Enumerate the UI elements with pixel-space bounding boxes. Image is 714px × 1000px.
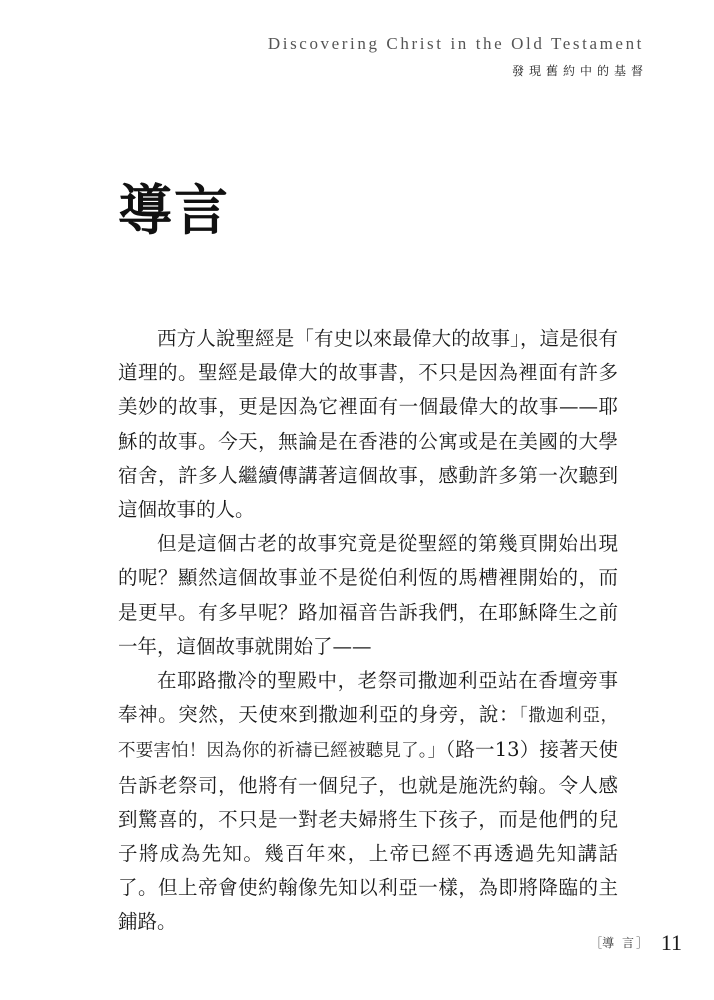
paragraph-1: 西方人說聖經是「有史以來最偉大的故事」，這是很有道理的。聖經是最偉大的故事書，不只是因為裡面有許多美妙的故事，更是因為它裡面有一個最偉大的故事——耶穌的故事。今天，無論是在香港的公寓或是在美國的大學宿舍，許多人繼續傳講著這個故事，感動許多第一次聽到這個故事的人。 <box>118 327 618 522</box>
paragraph-3-lead: 在耶路撒冷的聖殿中，老祭司撒迦利亞站在香壇旁事奉神。突然，天使來到撒迦利亞的身旁，說： <box>118 669 618 727</box>
footer-bracket-close: ］ <box>635 936 648 950</box>
paragraph-3-rest: （路一13）接著天使告訴老祭司，他將有一個兒子，也就是施洗約翰。令人感到驚喜的，不只是一對老夫婦將生下孩子，而是他們的兒子將成為先知。幾百年來，上帝已經不再透過先知講話了。但上帝會使約翰像先知以利亞一樣，為即將降臨的主鋪路。 <box>118 738 618 934</box>
paragraph-2: 但是這個古老的故事究竟是從聖經的第幾頁開始出現的呢？顯然這個故事並不是從伯利恆的馬槽裡開始的，而是更早。有多早呢？路加福音告訴我們，在耶穌降生之前一年，這個故事就開始了—— <box>118 532 618 658</box>
angel-quote: 「撒迦利亞，不要害怕！因為你的祈禱已經被聽見了。」 <box>118 706 618 762</box>
page-number: 11 <box>660 930 682 955</box>
footer-section-name: 導 言 <box>602 936 636 950</box>
footer-bracket-open: ［ <box>590 936 603 950</box>
paragraph-3 <box>118 664 618 940</box>
running-title-english: Discovering Christ in the Old Testament <box>267 34 644 53</box>
running-title-chinese: 發現舊約中的基督 <box>511 64 648 78</box>
footer-section-label <box>590 934 648 951</box>
body-text <box>118 322 618 940</box>
chapter-title: 導言 <box>118 178 230 242</box>
